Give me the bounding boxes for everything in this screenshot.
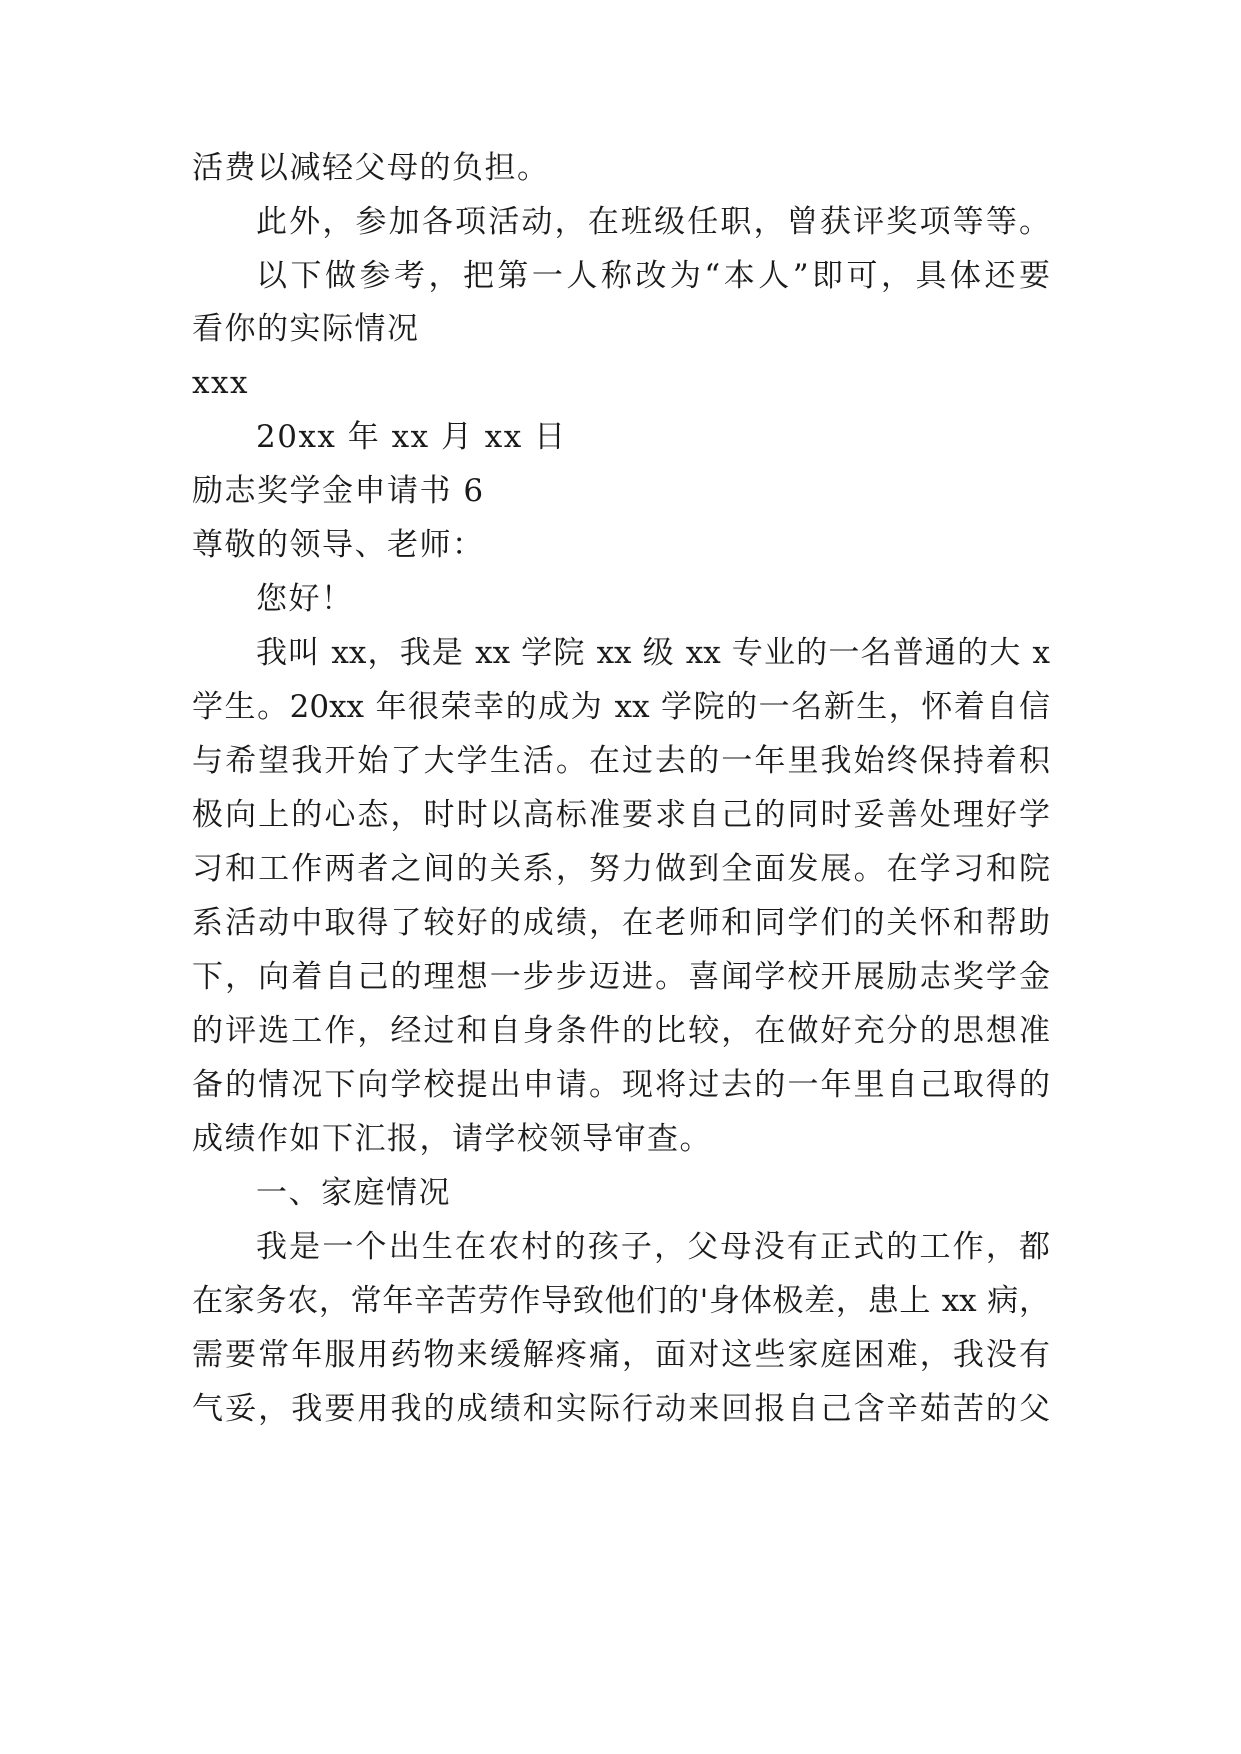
text-line: 学生。20xx 年很荣幸的成为 xx 学院的一名新生，怀着自信: [192, 689, 1050, 725]
text-line: 与希望我开始了大学生活。在过去的一年里我始终保持着积: [192, 743, 1050, 779]
section-heading: 励志奖学金申请书 6: [192, 473, 485, 509]
text-line: 备的情况下向学校提出申请。现将过去的一年里自己取得的: [192, 1067, 1050, 1103]
text-line: 极向上的心态，时时以高标准要求自己的同时妥善处理好学: [192, 797, 1050, 833]
signature-name: xxx: [192, 365, 249, 401]
subsection-heading: 一、家庭情况: [256, 1175, 451, 1211]
text-line: 下，向着自己的理想一步步迈进。喜闻学校开展励志奖学金: [192, 959, 1050, 995]
text-line: 在家务农，常年辛苦劳作导致他们的'身体极差，患上 xx 病，: [192, 1283, 1050, 1319]
text-line: 我是一个出生在农村的孩子，父母没有正式的工作，都: [256, 1229, 1050, 1265]
greeting: 您好！: [256, 581, 354, 617]
salutation: 尊敬的领导、老师：: [192, 527, 485, 563]
text-line: 以下做参考，把第一人称改为“本人”即可，具体还要: [256, 258, 1050, 294]
text-line: 活费以减轻父母的负担。: [192, 150, 550, 186]
text-line: 习和工作两者之间的关系，努力做到全面发展。在学习和院: [192, 851, 1050, 887]
text-line: 需要常年服用药物来缓解疼痛，面对这些家庭困难，我没有: [192, 1337, 1050, 1373]
text-line: 气妥，我要用我的成绩和实际行动来回报自己含辛茹苦的父: [192, 1391, 1050, 1427]
text-line: 此外，参加各项活动，在班级任职，曾获评奖项等等。: [256, 204, 1050, 240]
text-line: 成绩作如下汇报，请学校领导审查。: [192, 1121, 712, 1157]
text-line: 我叫 xx，我是 xx 学院 xx 级 xx 专业的一名普通的大 x: [256, 635, 1050, 671]
text-line: 看你的实际情况: [192, 311, 420, 347]
text-line: 系活动中取得了较好的成绩，在老师和同学们的关怀和帮助: [192, 905, 1050, 941]
signature-date: 20xx 年 xx 月 xx 日: [256, 419, 567, 455]
text-line: 的评选工作，经过和自身条件的比较，在做好充分的思想准: [192, 1013, 1050, 1049]
